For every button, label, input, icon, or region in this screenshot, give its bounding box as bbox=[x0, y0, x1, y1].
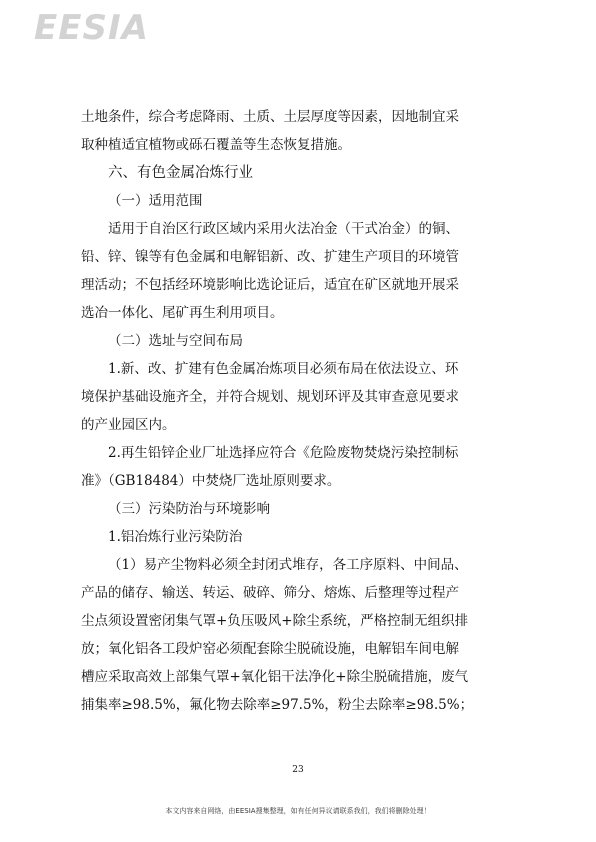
subsection-heading: （三）污染防治与环境影响 bbox=[108, 501, 270, 517]
body-line: 理活动；不包括经环境影响比选论证后，适宜在矿区就地开展采 bbox=[81, 277, 459, 293]
eesia-logo: EESIA bbox=[34, 8, 149, 48]
body-line: 尘点须设置密闭集气罩+负压吸风+除尘系统，严格控制无组织排 bbox=[81, 613, 469, 629]
footer-disclaimer: 本文内容来自网络，由EESIA搜集整理，如有任何异议请联系我们，我们将删除处理！ bbox=[165, 807, 431, 815]
body-line: 取种植适宜植物或砾石覆盖等生态恢复措施。 bbox=[81, 137, 351, 153]
body-line: 1.新、改、扩建有色金属冶炼项目必须布局在依法设立、环 bbox=[108, 361, 459, 377]
body-line: 准》（GB18484）中焚烧厂选址原则要求。 bbox=[81, 473, 341, 489]
body-line: 槽应采取高效上部集气罩+氧化铝干法净化+除尘脱硫措施，废气 bbox=[81, 669, 469, 685]
body-line: 1.铝冶炼行业污染防治 bbox=[108, 529, 243, 545]
section-heading: 六、有色金属冶炼行业 bbox=[108, 165, 253, 181]
body-line: 放；氧化铝各工段炉窑必须配套除尘脱硫设施，电解铝车间电解 bbox=[81, 641, 459, 657]
subsection-heading: （一）适用范围 bbox=[108, 193, 203, 209]
body-line: 产品的储存、输送、转运、破碎、筛分、熔炼、后整理等过程产 bbox=[81, 585, 459, 601]
body-line: 适用于自治区行政区域内采用火法冶金（干式冶金）的铜、 bbox=[108, 221, 459, 237]
body-line: 土地条件，综合考虑降雨、土质、土层厚度等因素，因地制宜采 bbox=[81, 109, 459, 125]
body-line: （1）易产尘物料必须全封闭式堆存，各工序原料、中间品、 bbox=[108, 557, 468, 573]
body-line: 捕集率≥98.5%，氟化物去除率≥97.5%，粉尘去除率≥98.5%； bbox=[81, 697, 474, 713]
body-line: 的产业园区内。 bbox=[81, 417, 176, 433]
page-number: 23 bbox=[292, 765, 304, 775]
body-line: 2.再生铅锌企业厂址选择应符合《危险废物焚烧污染控制标 bbox=[108, 445, 459, 461]
subsection-heading: （二）选址与空间布局 bbox=[108, 333, 243, 349]
body-line: 选冶一体化、尾矿再生利用项目。 bbox=[81, 305, 284, 321]
body-line: 铅、锌、镍等有色金属和电解铝新、改、扩建生产项目的环境管 bbox=[81, 249, 459, 265]
body-line: 境保护基础设施齐全，并符合规划、规划环评及其审查意见要求 bbox=[81, 389, 459, 405]
